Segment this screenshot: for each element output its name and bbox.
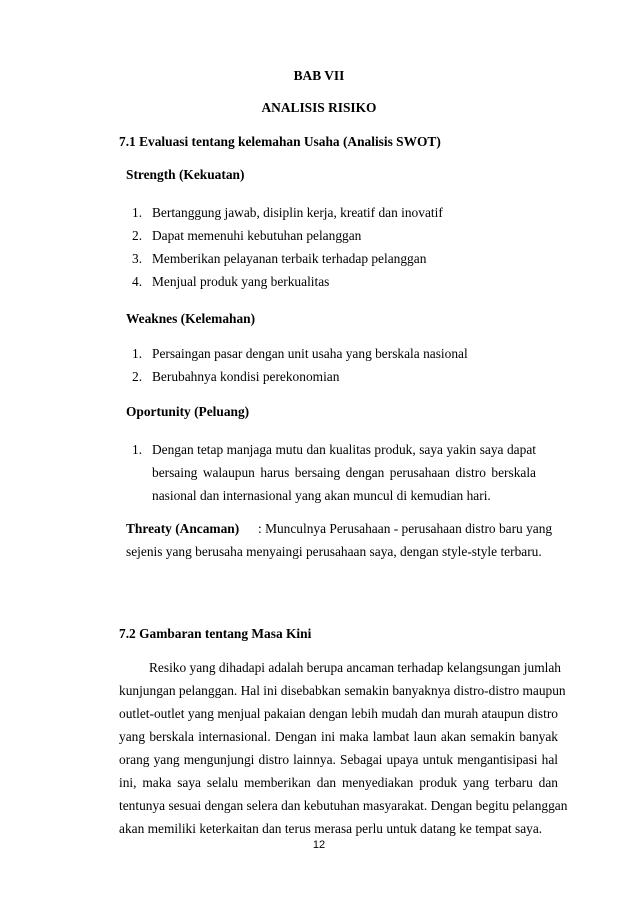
list-number: 3. <box>132 251 143 266</box>
paragraph-line: bersaing walaupun harus bersaing dengan perusahaan distro berskala <box>152 465 536 480</box>
list-number: 1. <box>132 205 143 220</box>
paragraph-line: outlet-outlet yang menjual pakaian dengan lebih mudah dan murah ataupun distro <box>119 706 558 721</box>
list-item: Persaingan pasar dengan unit usaha yang berskala nasional <box>152 346 468 361</box>
list-number: 2. <box>132 228 143 243</box>
list-number: 1. <box>132 346 143 361</box>
list-number: 2. <box>132 369 143 384</box>
list-item: Berubahnya kondisi perekonomian <box>152 369 340 384</box>
threat-label: Threaty (Ancaman) <box>126 521 240 536</box>
list-item: Memberikan pelayanan terbaik terhadap pelanggan <box>152 251 427 266</box>
list-item: Menjual produk yang berkualitas <box>152 274 330 289</box>
paragraph-line: orang yang mengunjungi distro lainnya. Sebagai upaya untuk mengantisipasi hal <box>119 752 558 767</box>
paragraph-line: kunjungan pelanggan. Hal ini disebabkan semakin banyaknya distro-distro maupun <box>119 683 566 698</box>
list-number: 4. <box>132 274 143 289</box>
weakness-heading: Weaknes (Kelemahan) <box>126 311 256 326</box>
page-number: 12 <box>312 839 326 851</box>
section-7-1-heading: 7.1 Evaluasi tentang kelemahan Usaha (Analisis SWOT) <box>119 134 441 149</box>
list-number: 1. <box>132 442 143 457</box>
chapter-title: ANALISIS RISIKO <box>261 100 377 115</box>
section-7-2-heading: 7.2 Gambaran tentang Masa Kini <box>119 626 312 641</box>
opportunity-heading: Oportunity (Peluang) <box>126 404 250 419</box>
paragraph-line: tentunya sesuai dengan selera dan kebutuhan masyarakat. Dengan begitu pelanggan <box>119 798 568 813</box>
paragraph-line: nasional dan internasional yang akan muncul di kemudian hari. <box>152 488 491 503</box>
paragraph-line: akan memiliki keterkaitan dan terus merasa perlu untuk datang ke tempat saya. <box>119 821 543 836</box>
paragraph-line: yang berskala internasional. Dengan ini maka lambat laun akan semakin banyak <box>119 729 558 744</box>
paragraph-line: ini, maka saya selalu memberikan dan menyediakan produk yang terbaru dan <box>119 775 558 790</box>
paragraph-line: Dengan tetap manjaga mutu dan kualitas produk, saya yakin saya dapat <box>152 442 536 457</box>
strength-heading: Strength (Kekuatan) <box>126 167 245 182</box>
list-item: Dapat memenuhi kebutuhan pelanggan <box>152 228 362 243</box>
chapter-label: BAB VII <box>293 68 345 83</box>
paragraph-line: sejenis yang berusaha menyaingi perusahaan saya, dengan style-style terbaru. <box>126 544 542 559</box>
paragraph-line: Resiko yang dihadapi adalah berupa ancaman terhadap kelangsungan jumlah <box>149 660 561 675</box>
paragraph-line: : Munculnya Perusahaan - perusahaan distro baru yang <box>258 521 553 536</box>
list-item: Bertanggung jawab, disiplin kerja, kreatif dan inovatif <box>152 205 443 220</box>
